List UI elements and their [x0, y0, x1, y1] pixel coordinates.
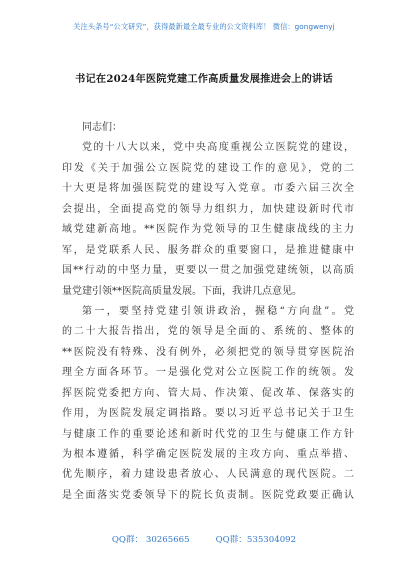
salutation-line: 同志们： [82, 122, 122, 133]
paragraph-line: 第一，要坚持党建引领讲政治，握稳“方向盘”。党 [82, 305, 354, 317]
paragraph-line: 是全面落实党委领导下的院长负责制。医院党政要正确认 [62, 489, 354, 501]
paragraph-line: 国**行动的中坚力量，更要以一贯之加强党建统领，以高质 [62, 265, 354, 277]
document-body [62, 118, 354, 506]
document-title: 书记在2024年医院党建工作高质量发展推进会上的讲话 [75, 73, 333, 85]
paragraph-line: 作用，为医院发展定调指路。要以习近平总书记关于卫生 [62, 408, 354, 420]
paragraph-line: 域党建新高地。**医院作为党领导的卫生健康战线的主力 [62, 224, 354, 236]
header-promo-note: 关注头条号“公文研究”，获得最新最全最专业的公文资料库！ 微信：gongwenyj [73, 22, 335, 31]
paragraph-line: 会提出，全面提高党的领导力组织力，加快建设新时代市 [62, 203, 354, 215]
footer-qq-groups [0, 533, 408, 545]
paragraph-line: 十大更是将加强医院党的建设写入党章。市委六届三次全 [62, 183, 354, 195]
qq-group-2: QQ群：535304092 [215, 535, 297, 545]
qq-group-1: QQ群： 30265665 [111, 535, 190, 545]
paragraph-line: 理全方面各环节。一是强化党对公立医院工作的统领。发 [62, 367, 354, 379]
paragraph-line: 挥医院党委把方向、管大局、作决策、促改革、保落实的 [62, 387, 354, 399]
paragraph-line: 印发《关于加强公立医院党的建设工作的意见》，党的二 [62, 162, 354, 174]
paragraph-line: 优先顺序，着力建设患者放心、人民满意的现代医院。二 [62, 469, 354, 481]
paragraph-line: 为根本遵循，科学确定医院发展的主攻方向、重点举措、 [62, 449, 354, 460]
paragraph-line: 党的十八大以来，党中央高度重视公立医院党的建设， [82, 142, 354, 154]
paragraph-line: **医院没有特殊、没有例外，必须把党的领导贯穿医院治 [62, 346, 354, 358]
paragraph-line: 的二十大报告指出，党的领导是全面的、系统的、整体的 [62, 326, 354, 338]
paragraph-line: 与健康工作的重要论述和新时代党的卫生与健康工作方针 [62, 428, 354, 440]
paragraph-line: 军，是党联系人民、服务群众的重要窗口，是推进健康中 [62, 244, 354, 256]
paragraph-line: 量党建引领**医院高质量发展。下面，我讲几点意见。 [62, 285, 302, 297]
